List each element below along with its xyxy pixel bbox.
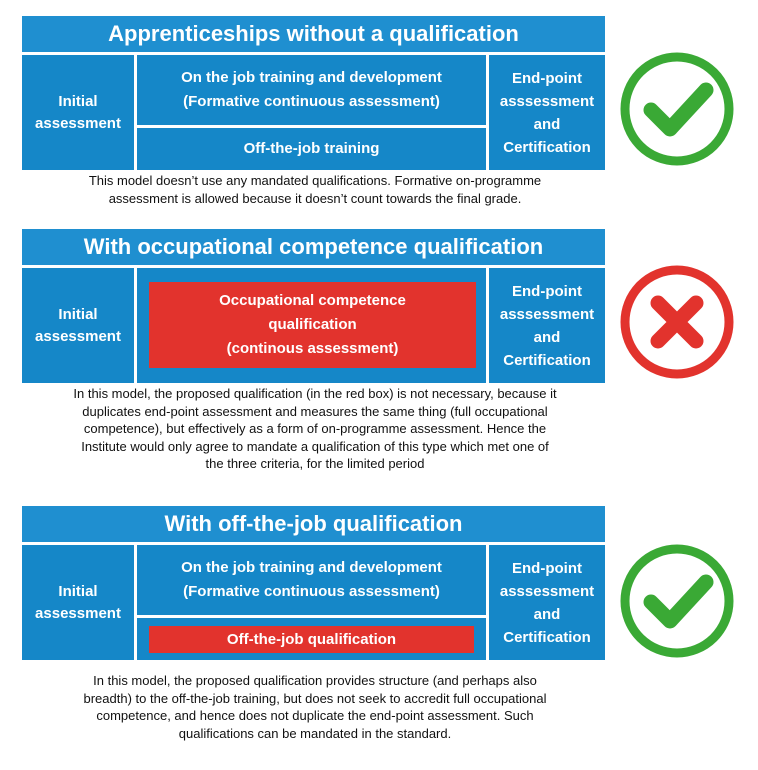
cross-icon: [618, 263, 736, 381]
end-point-assessment-box: End-point asssessment and Certification: [489, 55, 605, 170]
check-icon: [618, 542, 736, 660]
section-1-caption: This model doesn’t use any mandated qualifications. Formative on-programme assessment is allowed because it doesn’t count towards the final grade.: [88, 173, 542, 206]
section-2-caption: In this model, the proposed qualification (in the red box) is not necessary, because it duplicates end-point assessment and measures the same thing (full occupational competence), but effectively as a form of on-programme assessment. Hence the Institute would only agree to mandate a qualification of this type which met one of the three criteria, for the limited period: [73, 386, 557, 471]
section-1-title: Apprenticeships without a qualification: [22, 16, 605, 52]
initial-assessment-box: Initial assessment: [22, 268, 134, 383]
off-the-job-training-box: Off-the-job training: [137, 128, 486, 170]
on-the-job-training-box: On the job training and development (Formative continuous assessment): [137, 55, 486, 125]
end-point-assessment-box: End-point asssessment and Certification: [489, 545, 605, 660]
initial-assessment-box: Initial assessment: [22, 55, 134, 170]
section-3-title: With off-the-job qualification: [22, 506, 605, 542]
section-3-caption: In this model, the proposed qualification provides structure (and perhaps also breadth) to the off-the-job training, but does not seek to accredit full occupational competence, and hence does not duplicate the end-point assessment. Such qualifications can be mandated in the standard.: [83, 673, 547, 741]
on-the-job-training-box: On the job training and development (Formative continuous assessment): [137, 545, 486, 615]
end-point-assessment-box: End-point asssessment and Certification: [489, 268, 605, 383]
section-3-diagram: [22, 545, 605, 660]
section-2-title: With occupational competence qualification: [22, 229, 605, 265]
occupational-competence-qualification-box: Occupational competence qualification (continous assessment): [149, 282, 476, 368]
off-the-job-qualification-box: Off-the-job qualification: [149, 626, 474, 653]
initial-assessment-box: Initial assessment: [22, 545, 134, 660]
check-icon: [618, 50, 736, 168]
section-1-diagram: [22, 55, 605, 170]
section-2-diagram: [22, 268, 605, 383]
